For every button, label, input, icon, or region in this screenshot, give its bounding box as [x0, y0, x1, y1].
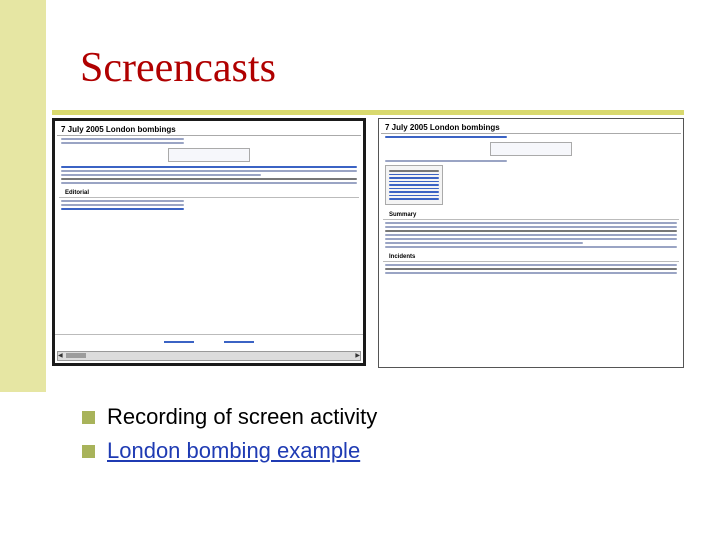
square-bullet-icon — [82, 411, 95, 424]
section-heading: Editorial — [59, 186, 359, 198]
horizontal-scrollbar[interactable] — [57, 351, 361, 361]
screenshot-right — [378, 118, 684, 368]
bullet-list — [82, 400, 377, 468]
accent-bar — [0, 0, 46, 392]
notice-box — [168, 148, 250, 162]
page-title: 7 July 2005 London bombings — [381, 119, 681, 134]
bullet-item — [82, 434, 377, 468]
section-heading-summary: Summary — [383, 208, 679, 220]
slide-title: Screencasts — [80, 45, 276, 91]
square-bullet-icon — [82, 445, 95, 458]
table-of-contents — [385, 165, 443, 205]
notice-box — [490, 142, 572, 156]
london-bombing-link[interactable]: London bombing example — [107, 438, 361, 463]
page-title: 7 July 2005 London bombings — [57, 121, 361, 136]
arrow-right-icon[interactable]: ▶ — [355, 353, 360, 359]
arrow-left-icon[interactable]: ◀ — [58, 353, 63, 359]
section-heading-incidents: Incidents — [383, 250, 679, 262]
screenshot-left — [52, 118, 366, 366]
accent-divider — [52, 110, 684, 115]
bullet-item — [82, 400, 377, 434]
bullet-text: Recording of screen activity — [107, 404, 378, 429]
page-footer — [55, 334, 363, 349]
